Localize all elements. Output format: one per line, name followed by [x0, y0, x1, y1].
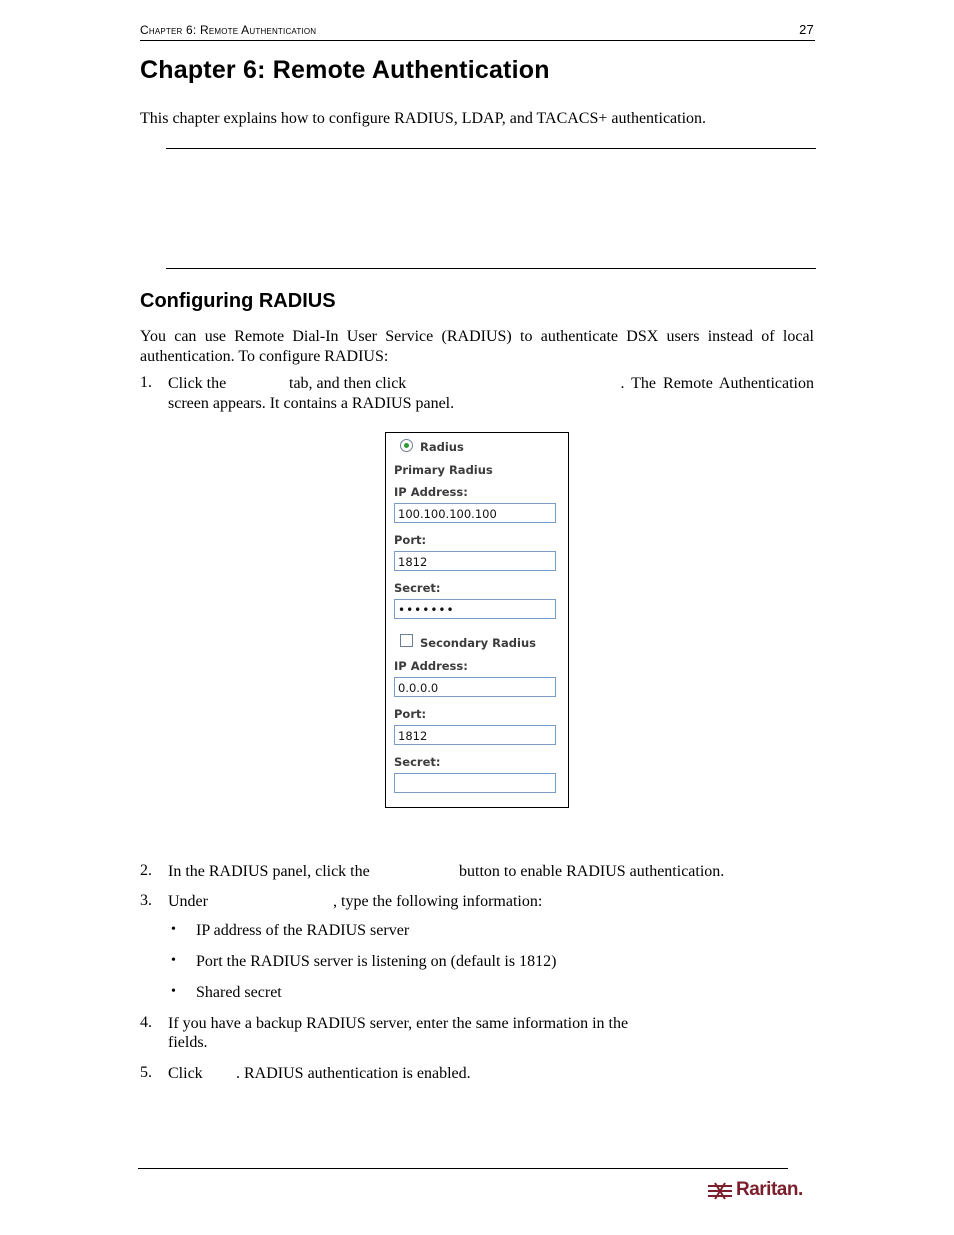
step-4-text-a: If you have a backup RADIUS server, enter the same information in the: [168, 1015, 629, 1032]
section-heading: Configuring RADIUS: [140, 290, 336, 312]
step-1-text-b: tab, and then click: [289, 375, 407, 392]
step-1-text-c: . The Remote Authentication: [620, 375, 814, 392]
step-4-text-b: fields.: [168, 1034, 208, 1051]
running-header: [140, 22, 815, 41]
bullet-item: Port the RADIUS server is listening on (default is 1812): [196, 953, 557, 970]
chapter-intro: This chapter explains how to configure RADIUS, LDAP, and TACACS+ authentication.: [140, 110, 707, 127]
step-3-text-a: Under: [168, 893, 208, 910]
radius-radio-button[interactable]: [400, 439, 413, 452]
secondary-port-input[interactable]: 1812: [394, 725, 556, 745]
secondary-secret-label: Secret:: [394, 755, 441, 769]
secondary-port-label: Port:: [394, 707, 427, 721]
step-1-text-a: Click the: [168, 375, 227, 392]
secondary-secret-input[interactable]: [394, 773, 556, 793]
primary-port-input[interactable]: 1812: [394, 551, 556, 571]
step-1-text-d: screen appears. It contains a RADIUS panel.: [168, 395, 455, 412]
step-5-number: 5.: [140, 1064, 152, 1081]
primary-radius-heading: Primary Radius: [394, 463, 493, 477]
step-5-text-a: Click: [168, 1065, 203, 1082]
bullet-item: IP address of the RADIUS server: [196, 922, 410, 939]
step-2-text-a: In the RADIUS panel, click the: [168, 863, 370, 880]
primary-ip-input[interactable]: 100.100.100.100: [394, 503, 556, 523]
footer-rule: [138, 1168, 788, 1169]
chapter-title: Chapter 6: Remote Authentication: [140, 56, 550, 84]
raritan-logo-mark-icon: [706, 1180, 734, 1202]
secondary-ip-input[interactable]: 0.0.0.0: [394, 677, 556, 697]
divider-bottom: [166, 268, 816, 269]
primary-secret-label: Secret:: [394, 581, 441, 595]
step-3-number: 3.: [140, 892, 152, 909]
primary-ip-label: IP Address:: [394, 485, 468, 499]
radius-panel: [385, 432, 569, 808]
step-3-text-b: , type the following information:: [333, 893, 543, 910]
bullet-marker: •: [171, 984, 176, 999]
secondary-ip-label: IP Address:: [394, 659, 468, 673]
primary-port-label: Port:: [394, 533, 427, 547]
bullet-marker: •: [171, 953, 176, 968]
bullet-item: Shared secret: [196, 984, 282, 1001]
secondary-radius-checkbox[interactable]: [400, 634, 413, 647]
bullet-marker: •: [171, 922, 176, 937]
step-4-number: 4.: [140, 1014, 152, 1031]
divider-top: [166, 148, 816, 149]
radius-radio-label: Radius: [420, 440, 464, 454]
running-header-chapter: Chapter 6: Remote Authentication: [140, 23, 317, 37]
step-5-text-b: . RADIUS authentication is enabled.: [236, 1065, 471, 1082]
page-number: 27: [799, 22, 814, 37]
primary-secret-input[interactable]: •••••••: [394, 599, 556, 619]
secondary-radius-label: Secondary Radius: [420, 636, 536, 650]
section-paragraph: You can use Remote Dial-In User Service (RADIUS) to authenticate DSX users instead of local authentication. To configure RADIUS:: [140, 328, 814, 365]
step-2-number: 2.: [140, 862, 152, 879]
step-2-text-b: button to enable RADIUS authentication.: [459, 863, 725, 880]
step-1-number: 1.: [140, 374, 152, 391]
raritan-logo-text: Raritan.: [736, 1179, 803, 1200]
